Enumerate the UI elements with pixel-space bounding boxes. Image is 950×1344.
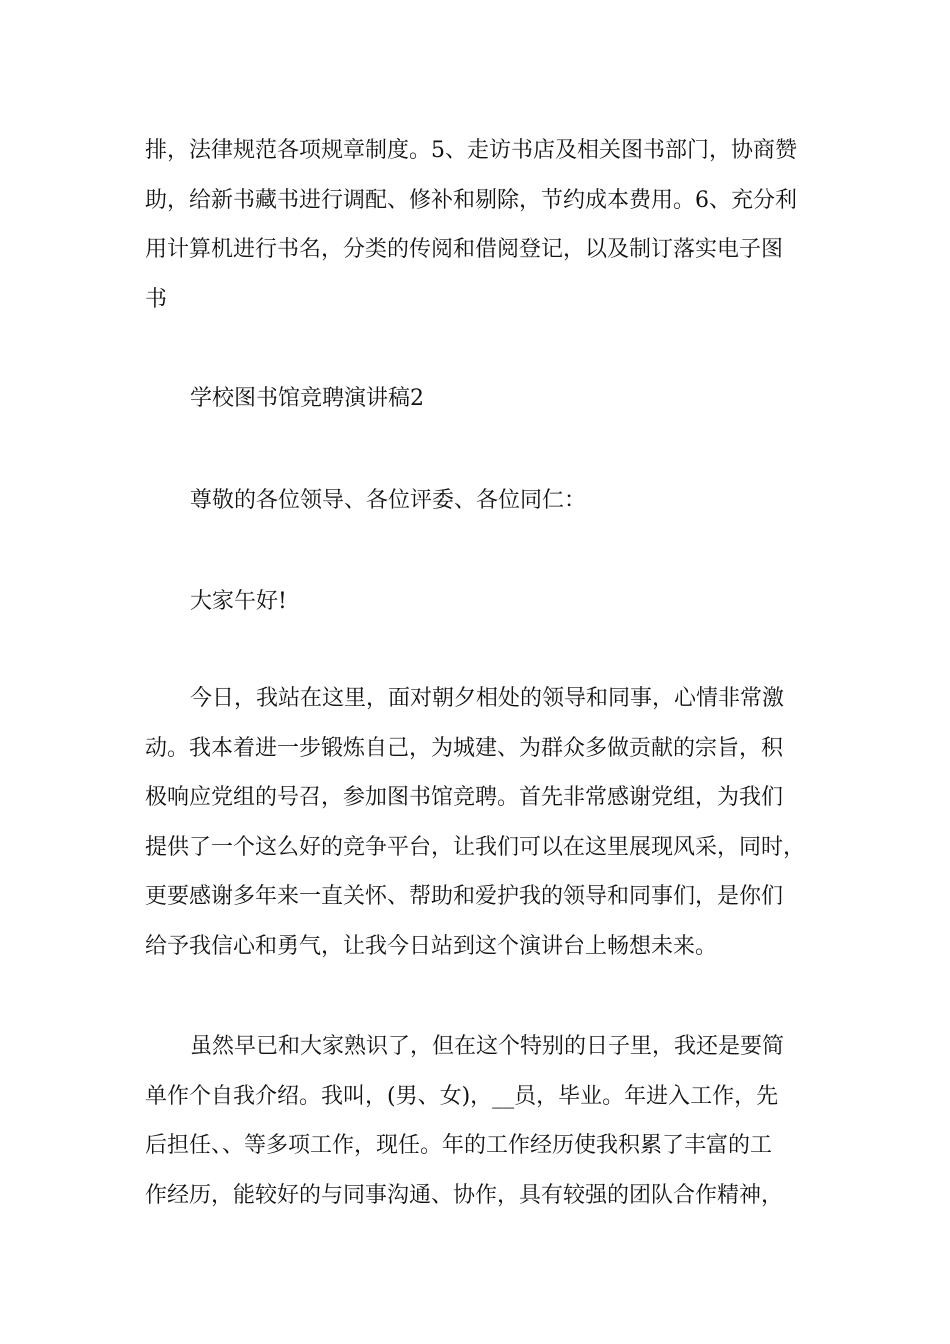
text-line: 作经历，能较好的与同事沟通、协作，具有较强的团队合作精神， [145, 1182, 784, 1208]
paragraph-opening [145, 674, 825, 971]
text-line: 提供了一个这么好的竞争平台，让我们可以在这里展现风采，同时， [145, 834, 806, 860]
text-line: 虽然早已和大家熟识了，但在这个特别的日子里，我还是要简 [190, 1034, 785, 1059]
greeting-text: 大家午好! [190, 589, 287, 614]
salutation [145, 476, 825, 526]
text-line: 后担任、、等多项工作，现任。年的工作经历使我积累了丰富的工 [145, 1133, 773, 1158]
text-line: 排，法律规范各项规章制度。5、走访书店及相关图书部门，协商赞 [145, 138, 797, 163]
text-line: 更要感谢多年来一直关怀、帮助和爱护我的领导和同事们，是你们 [145, 884, 784, 909]
text-line: 动。我本着进一步锻炼自己，为城建、为群众多做贡献的宗旨，积 [145, 735, 784, 761]
text-line: 用计算机进行书名，分类的传阅和借阅登记，以及制订落实电子图 [145, 237, 784, 262]
text-line: 今日，我站在这里，面对朝夕相处的领导和同事，心情非常激 [190, 686, 785, 711]
section-title [145, 374, 825, 424]
text-line: 助，给新书藏书进行调配、修补和剔除，节约成本费用。6、充分利 [145, 187, 797, 213]
text-line: 极响应党组的号召，参加图书馆竞聘。首先非常感谢党组，为我们 [145, 785, 784, 810]
paragraph-introduction [145, 1022, 825, 1220]
paragraph-continuation [145, 126, 825, 324]
text-line: 书 [145, 286, 168, 312]
section-title-text: 学校图书馆竞聘演讲稿2 [190, 386, 424, 411]
greeting [145, 577, 825, 627]
text-line: 单作个自我介绍。我叫，(男、女)，__员，毕业。年进入工作，先 [145, 1083, 779, 1109]
salutation-text: 尊敬的各位领导、各位评委、各位同仁： [190, 488, 587, 513]
text-line: 给予我信心和勇气，让我今日站到这个演讲台上畅想未来。 [145, 933, 718, 959]
